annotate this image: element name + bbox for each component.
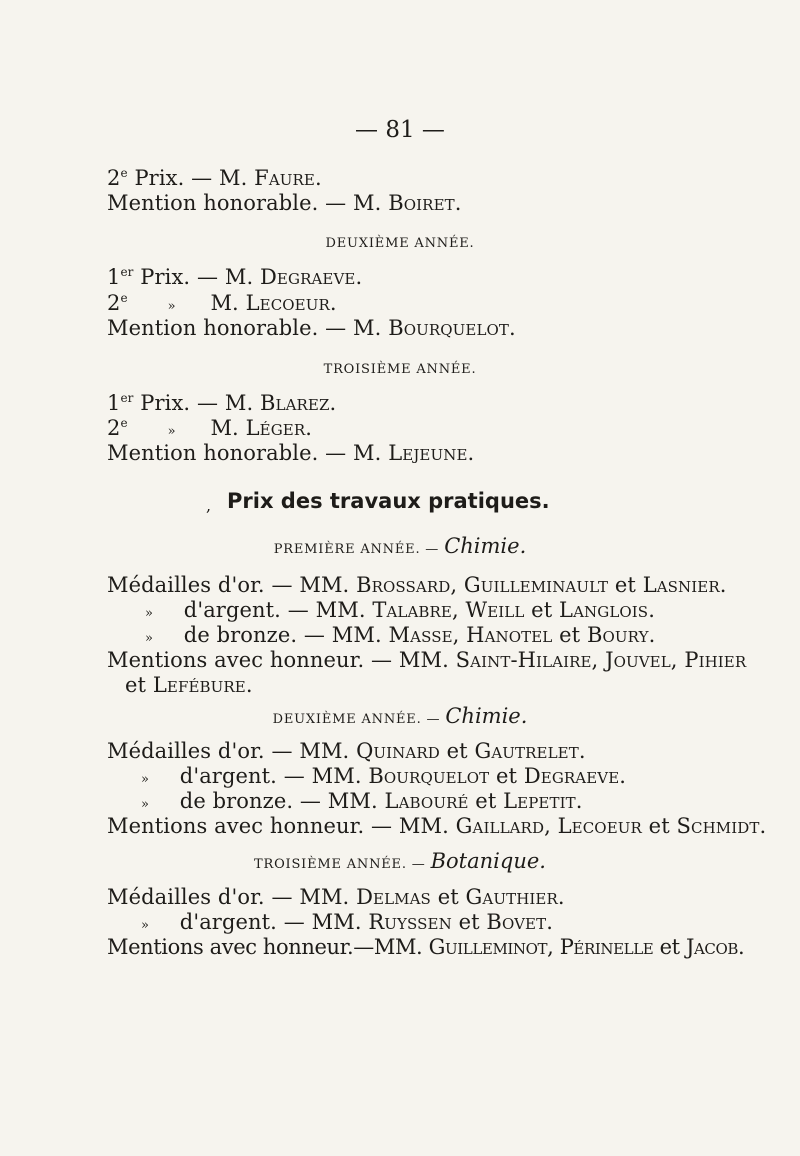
ditto-mark: » [144, 606, 154, 621]
section-title: Prix des travaux pratiques. [227, 489, 550, 513]
conjunction: et [451, 910, 487, 934]
medal-text: Médailles d'or. — MM. [107, 573, 357, 597]
punct: . [738, 935, 745, 959]
prize-line [107, 166, 322, 190]
ditto-mark: » [140, 772, 150, 787]
punct: . [245, 673, 253, 697]
medal-text: d'argent. — MM. [177, 598, 373, 622]
medal-line [107, 910, 553, 938]
laureate-name: Lefébure [152, 673, 246, 697]
rank-suffix: er [120, 391, 134, 405]
medal-text: de bronze. — MM. [177, 623, 389, 647]
medal-line [107, 648, 746, 672]
conjunction: et [468, 789, 504, 813]
laureate-names: Talabre, Weill [372, 598, 525, 622]
laureate-names: Guilleminot, Périnelle [428, 935, 654, 959]
rank-suffix: e [120, 291, 128, 305]
prize-line [107, 441, 474, 465]
laureate-name: Lecoeur [245, 291, 330, 315]
medal-text: et [125, 673, 153, 697]
medal-line [107, 764, 626, 792]
prize-line [107, 316, 516, 340]
prize-line [107, 265, 362, 289]
prize-text: Mention honorable. — M. [107, 316, 389, 340]
punct: . [454, 191, 462, 215]
conjunction: et [653, 935, 686, 959]
medal-text: Médailles d'or. — MM. [107, 739, 357, 763]
prize-line [107, 416, 312, 444]
prize-line [107, 191, 462, 215]
ditto-mark: » [167, 299, 176, 314]
section-heading: TROISIÈME ANNÉE. [323, 362, 477, 377]
year-label: DEUXIÈME ANNÉE. — [272, 712, 441, 727]
laureate-names: Masse, Hanotel [388, 623, 553, 647]
medal-text: d'argent. — MM. [173, 764, 369, 788]
prize-line [107, 391, 336, 415]
subject-label: Chimie. [444, 534, 527, 558]
laureate-name: Degraeve [523, 764, 620, 788]
punct: . [648, 623, 656, 647]
laureate-name: Gautrelet [474, 739, 579, 763]
prize-text: M. [203, 291, 246, 315]
medal-line [107, 598, 655, 626]
prize-text: Mention honorable. — M. [107, 191, 389, 215]
medal-line [107, 814, 766, 838]
medal-text: Mentions avec honneur.—MM. [107, 935, 429, 959]
laureate-name: Bourquelot [388, 316, 510, 340]
laureate-name: Bourquelot [368, 764, 490, 788]
laureate-name: Ruyssen [368, 910, 452, 934]
section-heading: DEUXIÈME ANNÉE. [325, 236, 475, 251]
laureate-name: Boiret [388, 191, 455, 215]
year-label: PREMIÈRE ANNÉE. — [273, 542, 440, 557]
laureate-name: Boury [586, 623, 649, 647]
punct: . [557, 885, 565, 909]
subject-label: Chimie. [445, 704, 528, 728]
laureate-name: Degraeve [260, 265, 356, 289]
punct: . [467, 441, 475, 465]
ditto-mark: » [144, 631, 154, 646]
year-label: TROISIÈME ANNÉE. — [254, 857, 426, 872]
punct: . [355, 265, 363, 289]
prize-text: Prix. — M. [127, 166, 255, 190]
laureate-name: Delmas [356, 885, 431, 909]
prize-text: Mention honorable. — M. [107, 441, 389, 465]
medal-line [107, 623, 655, 651]
laureate-name: Quinard [356, 739, 440, 763]
prize-line [107, 291, 337, 319]
laureate-name: Lasnier [642, 573, 720, 597]
page-number: — 81 — [355, 117, 445, 143]
punct: . [578, 739, 586, 763]
medal-line [107, 935, 744, 959]
laureate-name: Labouré [384, 789, 469, 813]
medal-line [107, 739, 586, 763]
laureate-name: Léger [245, 416, 306, 440]
ditto-mark: » [167, 424, 176, 439]
rank-suffix: e [120, 166, 128, 180]
laureate-name: Jacob [685, 935, 739, 959]
medal-text: Médailles d'or. — MM. [107, 885, 357, 909]
laureate-name: Bovet [486, 910, 547, 934]
rank-suffix: e [120, 416, 128, 430]
laureate-name: Blarez [260, 391, 330, 415]
punct: . [509, 316, 516, 340]
ditto-mark: » [140, 918, 150, 933]
laureate-name: Schmidt [676, 814, 760, 838]
prize-text: Prix. — M. [133, 391, 260, 415]
punct: . [546, 910, 553, 934]
conjunction: et [552, 623, 587, 647]
medal-line [107, 573, 727, 597]
punct: . [329, 291, 337, 315]
subject-label: Botanique. [430, 849, 546, 873]
subsection-heading [0, 849, 800, 873]
medal-text: Mentions avec honneur. — MM. [107, 814, 456, 838]
punct: . [719, 573, 727, 597]
punct: . [305, 416, 313, 440]
laureate-names: Brossard, Guilleminault [356, 573, 609, 597]
subsection-heading [0, 534, 800, 558]
punct: . [648, 598, 655, 622]
punct: . [619, 764, 627, 788]
prize-text: M. [203, 416, 246, 440]
laureate-name: Gauthier [465, 885, 558, 909]
laureate-name: Faure [254, 166, 315, 190]
medal-line [107, 789, 583, 817]
laureate-name: Lepetit [503, 789, 576, 813]
stray-mark: , [206, 496, 212, 515]
laureate-names: Gaillard, Lecoeur [455, 814, 642, 838]
laureate-name: Lejeune [388, 441, 468, 465]
medal-text: Mentions avec honneur. — MM. [107, 648, 456, 672]
punct: . [329, 391, 337, 415]
conjunction: et [430, 885, 466, 909]
medal-line [107, 885, 565, 909]
conjunction: et [641, 814, 677, 838]
rank: 1 [107, 391, 121, 415]
conjunction: et [489, 764, 524, 788]
conjunction: et [439, 739, 475, 763]
rank-suffix: er [120, 265, 134, 279]
prize-text: Prix. — M. [133, 265, 260, 289]
rank: 2 [107, 416, 121, 440]
medal-text: d'argent. — MM. [173, 910, 369, 934]
punct: . [759, 814, 767, 838]
conjunction: et [524, 598, 560, 622]
rank: 1 [107, 265, 121, 289]
punct: . [575, 789, 583, 813]
rank: 2 [107, 291, 121, 315]
conjunction: et [608, 573, 643, 597]
laureate-name: Langlois [559, 598, 649, 622]
subsection-heading [0, 704, 800, 728]
rank: 2 [107, 166, 121, 190]
medal-line [125, 673, 253, 697]
ditto-mark: » [140, 797, 150, 812]
laureate-names: Saint-Hilaire, Jouvel, Pihier [455, 648, 747, 672]
punct: . [314, 166, 322, 190]
medal-text: de bronze. — MM. [173, 789, 385, 813]
